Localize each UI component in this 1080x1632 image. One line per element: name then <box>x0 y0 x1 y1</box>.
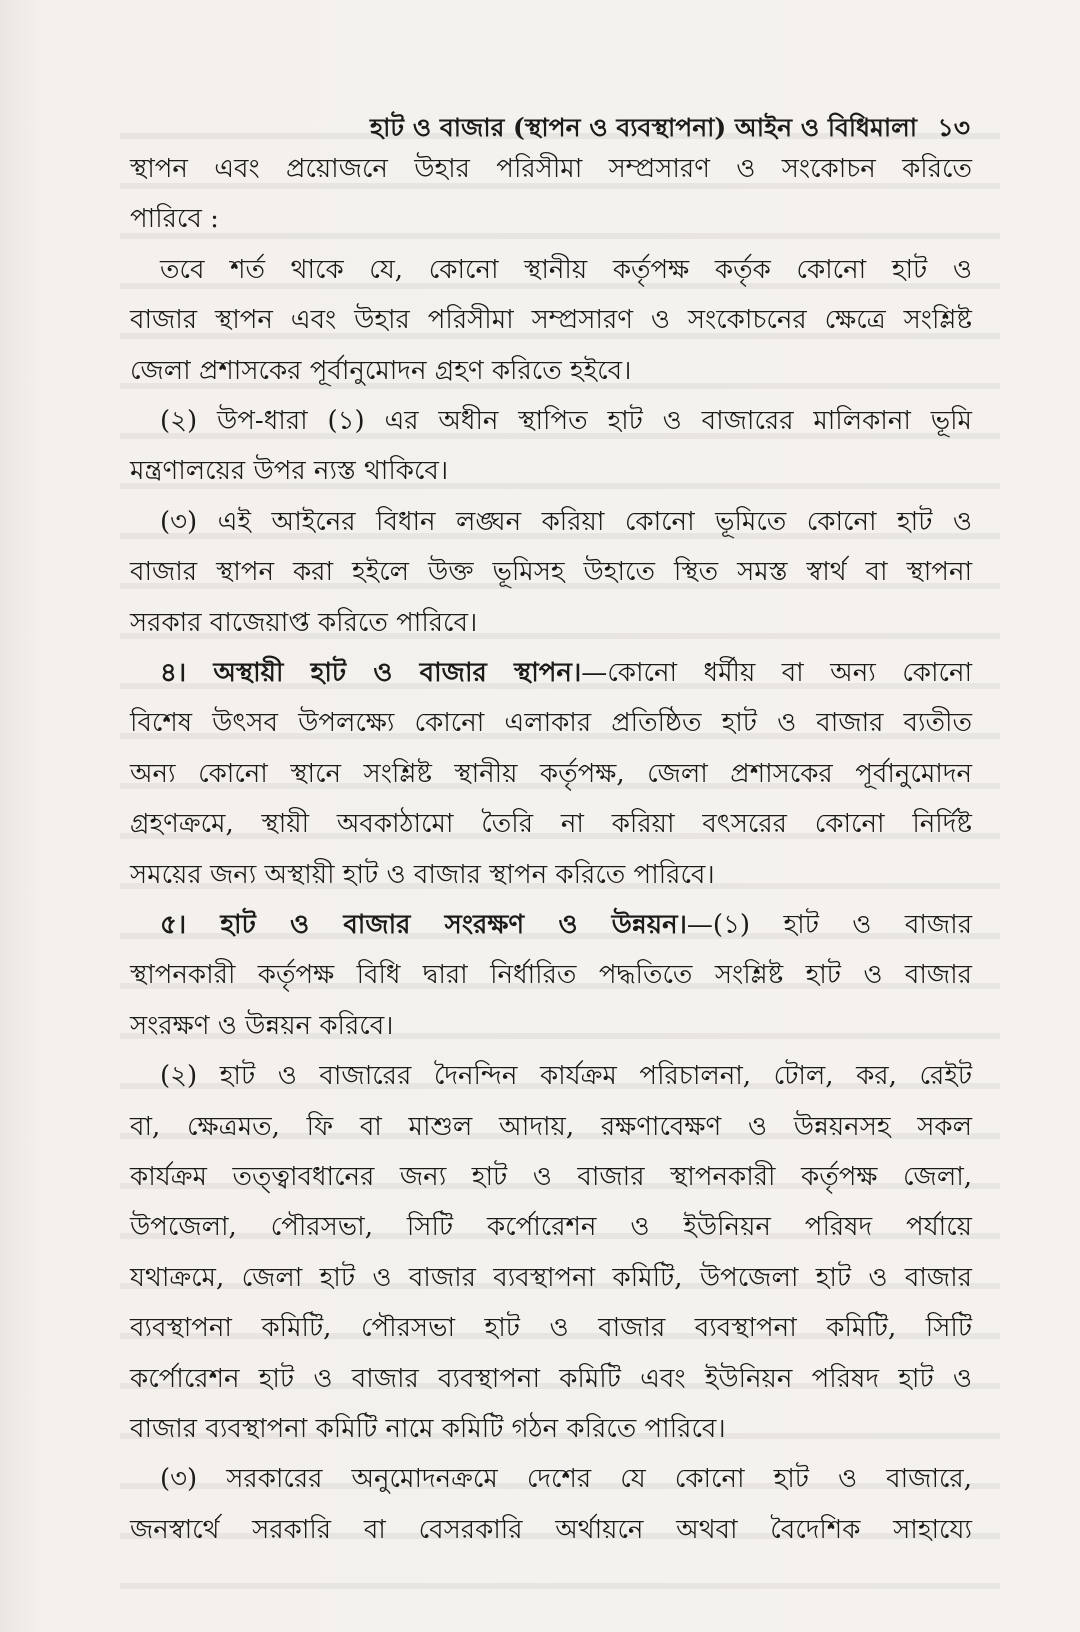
section-heading: ৪। অস্থায়ী হাট ও বাজার স্থাপন। <box>160 658 582 688</box>
line-text: যথাক্রমে, জেলা হাট ও বাজার ব্যবস্থাপনা কমিটি, উপজেলা হাট ও বাজার <box>130 1262 972 1293</box>
text-line <box>160 253 972 287</box>
text-line <box>130 1160 972 1194</box>
line-text: (২) উপ-ধারা (১) এর অধীন স্থাপিত হাট ও বাজারের মালিকানা ভূমি <box>160 406 972 436</box>
text-line <box>130 807 972 841</box>
text-line <box>160 404 972 438</box>
text-line <box>130 202 972 236</box>
line-text: বাজার স্থাপন করা হইলে উক্ত ভূমিসহ উহাতে স্থিত সমস্ত স্বার্থ বা স্থাপনা <box>130 557 972 588</box>
text-line <box>130 1362 972 1396</box>
text-line <box>160 1462 972 1496</box>
header-title: হাট ও বাজার (স্থাপন ও ব্যবস্থাপনা) আইন ও বিধিমালা <box>370 113 918 142</box>
line-text: স্থাপন এবং প্রয়োজনে উহার পরিসীমা সম্প্রসারণ ও সংকোচন করিতে <box>130 154 972 184</box>
line-text: —(১) হাট ও বাজার <box>686 910 972 940</box>
line-text: জনস্বার্থে সরকারি বা বেসরকারি অর্থায়নে অথবা বৈদেশিক সাহায্যে <box>130 1514 972 1545</box>
line-text: উপজেলা, পৌরসভা, সিটি কর্পোরেশন ও ইউনিয়ন পরিষদ পর্যায়ে <box>130 1212 972 1243</box>
line-text: সংরক্ষণ ও উন্নয়ন করিবে। <box>130 1010 394 1041</box>
line-text: গ্রহণক্রমে, স্থায়ী অবকাঠামো তৈরি না করিয়া বৎসরের কোনো নির্দিষ্ট <box>130 809 972 840</box>
line-text: বাজার ব্যবস্থাপনা কমিটি নামে কমিটি গঠন করিতে পারিবে। <box>130 1414 726 1444</box>
line-text: ব্যবস্থাপনা কমিটি, পৌরসভা হাট ও বাজার ব্যবস্থাপনা কমিটি, সিটি <box>130 1313 972 1344</box>
line-text: সময়ের জন্য অস্থায়ী হাট ও বাজার স্থাপন করিতে পারিবে। <box>130 859 715 890</box>
line-text: —কোনো ধর্মীয় বা অন্য কোনো <box>581 658 972 688</box>
text-line <box>130 1110 972 1144</box>
page-number: ১৩ <box>937 113 970 142</box>
line-text: কার্যক্রম তত্ত্বাবধানের জন্য হাট ও বাজার স্থাপনকারী কর্তৃপক্ষ জেলা, <box>130 1162 972 1192</box>
line-text: বাজার স্থাপন এবং উহার পরিসীমা সম্প্রসারণ ও সংকোচনের ক্ষেত্রে সংশ্লিষ্ট <box>130 305 972 336</box>
line-text: মন্ত্রণালয়ের উপর ন্যস্ত থাকিবে। <box>130 456 449 487</box>
text-line <box>130 706 972 740</box>
text-line <box>130 1210 972 1244</box>
text-line <box>160 908 972 942</box>
line-text: (৩) এই আইনের বিধান লঙ্ঘন করিয়া কোনো ভূমিতে কোনো হাট ও <box>160 506 972 537</box>
text-line <box>130 1311 972 1345</box>
text-line <box>130 555 972 589</box>
line-text: সরকার বাজেয়াপ্ত করিতে পারিবে। <box>130 607 478 638</box>
text-line <box>130 757 972 791</box>
running-header <box>370 108 970 151</box>
text-line <box>160 656 972 690</box>
text-line <box>130 152 972 186</box>
text-line <box>130 354 972 388</box>
text-line <box>130 1009 972 1043</box>
text-line <box>130 1412 972 1446</box>
line-text: (৩) সরকারের অনুমোদনক্রমে দেশের যে কোনো হাট ও বাজারে, <box>160 1464 972 1495</box>
line-text: কর্পোরেশন হাট ও বাজার ব্যবস্থাপনা কমিটি এবং ইউনিয়ন পরিষদ হাট ও <box>130 1363 972 1394</box>
line-text: স্থাপনকারী কর্তৃপক্ষ বিধি দ্বারা নির্ধারিত পদ্ধতিতে সংশ্লিষ্ট হাট ও বাজার <box>130 960 972 991</box>
line-text: বিশেষ উৎসব উপলক্ষ্যে কোনো এলাকার প্রতিষ্ঠিত হাট ও বাজার ব্যতীত <box>130 708 972 739</box>
line-text: অন্য কোনো স্থানে সংশ্লিষ্ট স্থানীয় কর্তৃপক্ষ, জেলা প্রশাসকের পূর্বানুমোদন <box>130 758 972 789</box>
text-line <box>130 606 972 640</box>
line-text: পারিবে : <box>130 204 219 235</box>
text-line <box>130 1261 972 1295</box>
text-line <box>160 1059 972 1093</box>
text-line <box>160 505 972 539</box>
text-line <box>130 454 972 488</box>
text-line <box>130 858 972 892</box>
text-line <box>130 958 972 992</box>
line-text: (২) হাট ও বাজারের দৈনন্দিন কার্যক্রম পরিচালনা, টোল, কর, রেইট <box>160 1061 972 1092</box>
text-line <box>130 303 972 337</box>
text-line <box>130 1513 972 1547</box>
line-text: বা, ক্ষেত্রমত, ফি বা মাশুল আদায়, রক্ষণাবেক্ষণ ও উন্নয়নসহ সকল <box>130 1111 972 1142</box>
section-heading: ৫। হাট ও বাজার সংরক্ষণ ও উন্নয়ন। <box>160 910 687 940</box>
line-text: জেলা প্রশাসকের পূর্বানুমোদন গ্রহণ করিতে হইবে। <box>130 355 632 386</box>
line-text: তবে শর্ত থাকে যে, কোনো স্থানীয় কর্তৃপক্ষ কর্তৃক কোনো হাট ও <box>160 254 972 285</box>
